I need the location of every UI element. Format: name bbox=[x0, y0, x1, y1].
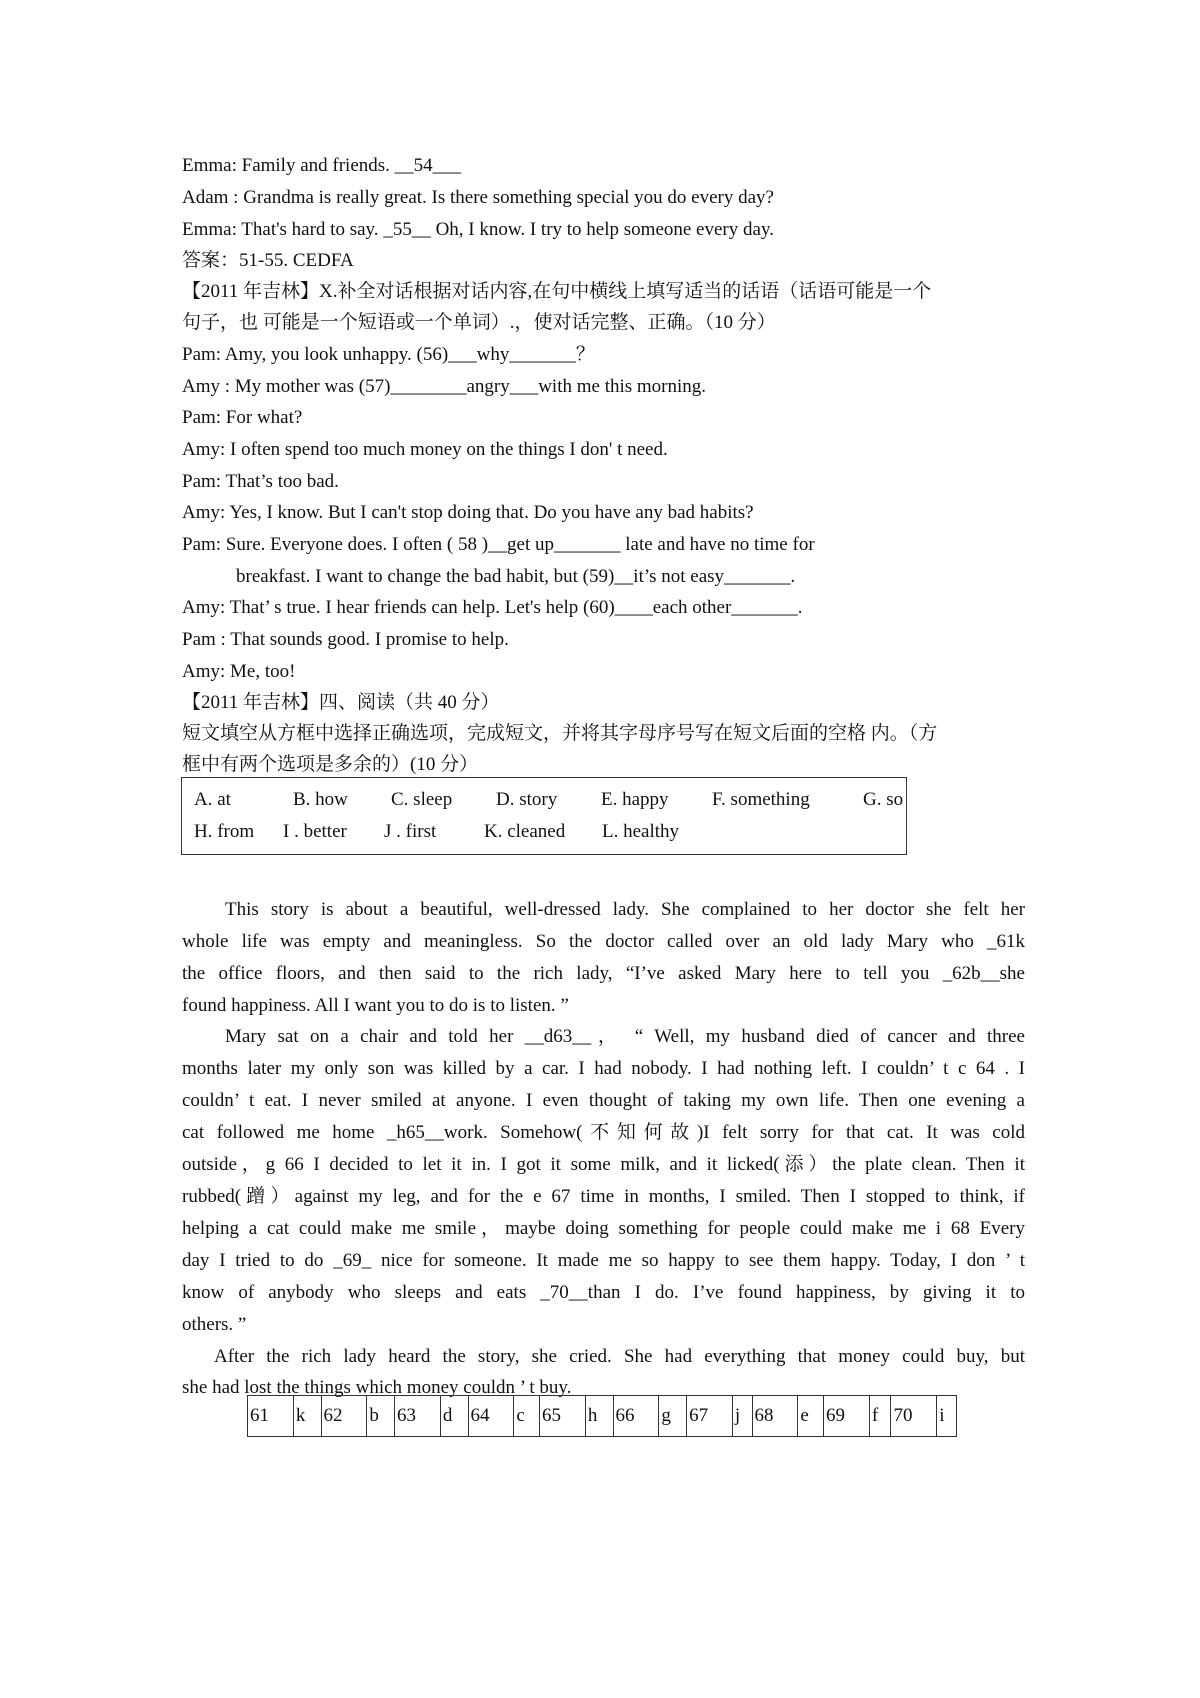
passage-line: Mary sat on a chair and told her __d63__， “ Well, my husband died of cancer and three bbox=[225, 1026, 1025, 1047]
table-cell: d bbox=[440, 1396, 468, 1437]
table-cell: 64 bbox=[468, 1396, 514, 1437]
table-cell: g bbox=[659, 1396, 687, 1437]
dialogue-line bbox=[182, 154, 461, 178]
dialogue-line: Pam: That’s too bad. bbox=[182, 471, 339, 492]
instructions: 短文填空从方框中选择正确选项，完成短文，并将其字母序号写在短文后面的空格 内。（方 bbox=[182, 723, 938, 744]
dialogue-line: Pam: For what? bbox=[182, 407, 303, 428]
option-c: C. sleep bbox=[391, 789, 453, 810]
instructions: 框中有两个选项是多余的）(10 分） bbox=[182, 754, 479, 775]
passage-line: found happiness. All I want you to do is to listen. ” bbox=[182, 995, 569, 1016]
dialogue-line: Amy : My mother was (57)________angry___with me this morning. bbox=[182, 376, 707, 397]
passage-line: day I tried to do _69_ nice for someone. It made me so happy to see them happy. Today, I don ’ t bbox=[182, 1250, 1025, 1271]
dialogue-line: Pam : That sounds good. I promise to help. bbox=[182, 629, 509, 650]
option-a: A. at bbox=[194, 789, 231, 810]
table-cell: 70 bbox=[891, 1396, 937, 1437]
passage-line: she had lost the things which money couldn ’ t buy. bbox=[182, 1377, 572, 1398]
passage-line: others. ” bbox=[182, 1314, 247, 1335]
option-i: I . better bbox=[283, 821, 347, 842]
answer-line: 答案：51-55. CEDFA bbox=[182, 250, 354, 271]
dialogue-line bbox=[182, 218, 774, 242]
table-cell: e bbox=[798, 1396, 824, 1437]
section-heading: 【2011 年吉林】四、阅读（共 40 分） bbox=[182, 692, 500, 713]
passage-line: helping a cat could make me smile，maybe doing something for people could make me i 68 Every bbox=[182, 1218, 1025, 1239]
passage-line: cat followed me home _h65__work. Somehow(不知何故)I felt sorry for that cat. It was cold bbox=[182, 1122, 1025, 1143]
option-g: G. so bbox=[863, 789, 904, 810]
table-cell: f bbox=[869, 1396, 891, 1437]
dialogue-text: Emma: Family and friends. bbox=[182, 155, 395, 176]
passage-line: whole life was empty and meaningless. So the doctor called over an old lady Mary who _61k bbox=[182, 931, 1025, 952]
table-row bbox=[248, 1396, 957, 1437]
option-f: F. something bbox=[712, 789, 810, 810]
dialogue-line: Amy: Me, too! bbox=[182, 661, 296, 682]
table-cell: c bbox=[514, 1396, 540, 1437]
option-e: E. happy bbox=[601, 789, 669, 810]
table-cell: h bbox=[585, 1396, 613, 1437]
answer-table bbox=[247, 1395, 957, 1437]
table-cell: 66 bbox=[613, 1396, 659, 1437]
option-b: B. how bbox=[293, 789, 348, 810]
dialogue-line: Adam : Grandma is really great. Is there something special you do every day? bbox=[182, 187, 774, 208]
table-cell: 65 bbox=[540, 1396, 586, 1437]
passage-line: the office floors, and then said to the rich lady, “I’ve asked Mary here to tell you _62b__she bbox=[182, 963, 1025, 984]
table-cell: j bbox=[732, 1396, 752, 1437]
passage-line: outside，g 66 I decided to let it in. I got it some milk, and it licked(添）the plate clean. Then it bbox=[182, 1154, 1025, 1175]
passage-line: This story is about a beautiful, well-dressed lady. She complained to her doctor she felt her bbox=[225, 899, 1025, 920]
section-heading: 【2011 年吉林】X.补全对话根据对话内容,在句中横线上填写适当的话语（话语可能是一个 bbox=[182, 281, 932, 302]
dialogue-line: Pam: Sure. Everyone does. I often ( 58 )__get up_______ late and have no time for bbox=[182, 534, 815, 555]
table-cell: 68 bbox=[752, 1396, 798, 1437]
table-cell: b bbox=[367, 1396, 395, 1437]
table-cell: 61 bbox=[248, 1396, 294, 1437]
dialogue-line: Amy: That’ s true. I hear friends can help. Let's help (60)____each other_______. bbox=[182, 597, 803, 618]
dialogue-text: Oh, I know. I try to help someone every day. bbox=[430, 219, 774, 240]
blank-55: _55__ bbox=[383, 219, 431, 240]
dialogue-text: Emma: That's hard to say. bbox=[182, 219, 384, 240]
passage-line: months later my only son was killed by a car. I had nobody. I had nothing left. I couldn’ t c 64 . I bbox=[182, 1058, 1025, 1079]
dialogue-line: Amy: Yes, I know. But I can't stop doing that. Do you have any bad habits? bbox=[182, 502, 754, 523]
option-j: J . first bbox=[384, 821, 437, 842]
passage-line: couldn’ t eat. I never smiled at anyone. I even thought of taking my own life. Then one evening a bbox=[182, 1090, 1025, 1111]
table-cell: 63 bbox=[395, 1396, 441, 1437]
option-l: L. healthy bbox=[602, 821, 680, 842]
options-box bbox=[181, 777, 907, 855]
dialogue-line: Pam: Amy, you look unhappy. (56)___why_______？ bbox=[182, 344, 595, 365]
table-cell: 69 bbox=[824, 1396, 870, 1437]
table-cell: 67 bbox=[687, 1396, 733, 1437]
passage-line: know of anybody who sleeps and eats _70__than I do. I’ve found happiness, by giving it to bbox=[182, 1282, 1025, 1303]
option-k: K. cleaned bbox=[484, 821, 566, 842]
option-d: D. story bbox=[496, 789, 558, 810]
passage-line: After the rich lady heard the story, she cried. She had everything that money could buy, but bbox=[214, 1346, 1025, 1367]
dialogue-line: breakfast. I want to change the bad habit, but (59)__it’s not easy_______. bbox=[236, 566, 796, 587]
table-cell: k bbox=[293, 1396, 321, 1437]
table-cell: 62 bbox=[321, 1396, 367, 1437]
passage-line: rubbed(蹭）against my leg, and for the e 67 time in months, I smiled. Then I stopped to think, if bbox=[182, 1186, 1025, 1207]
option-h: H. from bbox=[194, 821, 255, 842]
blank-54: __54___ bbox=[394, 155, 462, 176]
section-heading: 句子，也 可能是一个短语或一个单词）.，使对话完整、正确。（10 分） bbox=[182, 312, 776, 333]
table-cell: i bbox=[937, 1396, 957, 1437]
dialogue-line: Amy: I often spend too much money on the things I don' t need. bbox=[182, 439, 668, 460]
